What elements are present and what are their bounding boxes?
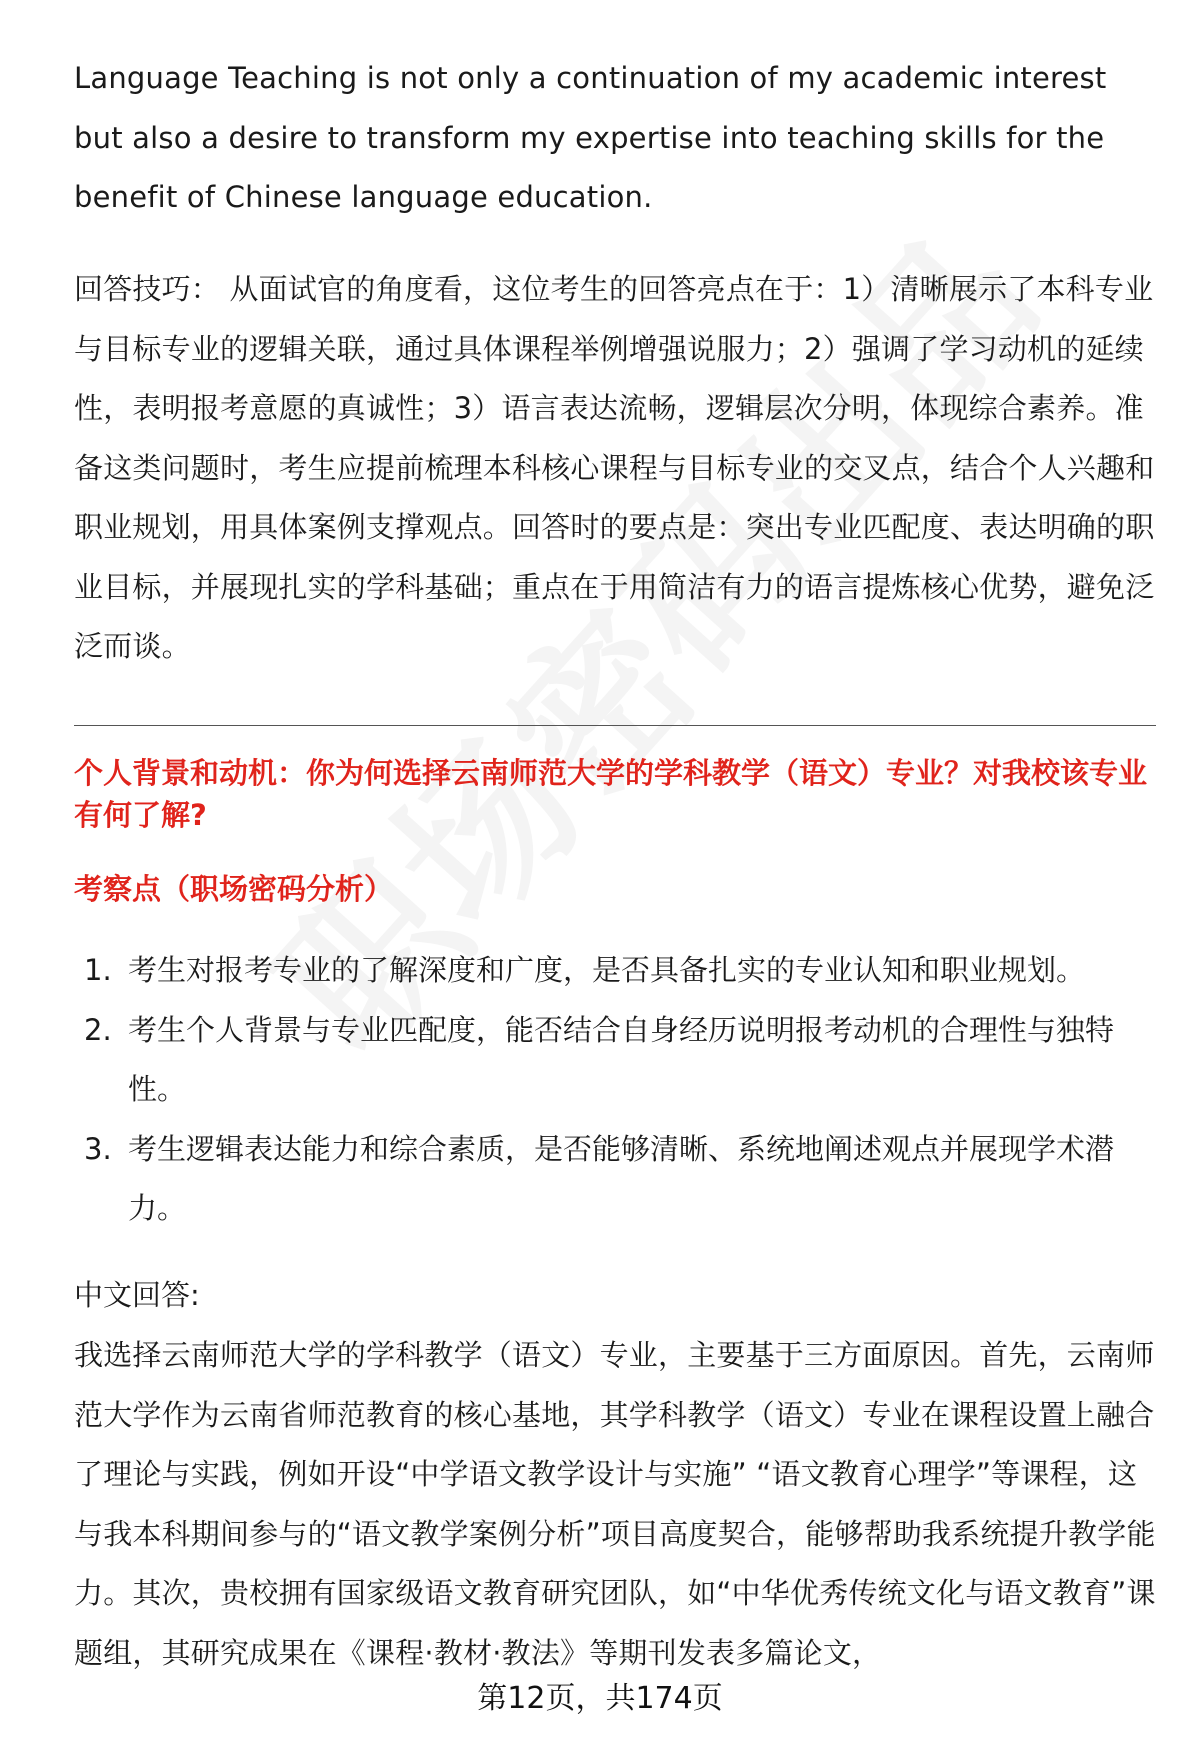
- list-item-number: 2.: [84, 1012, 112, 1047]
- chinese-answer-label: 中文回答:: [74, 1278, 200, 1312]
- list-item: [74, 1001, 1156, 1120]
- list-item-text: 考生个人背景与专业匹配度，能否结合自身经历说明报考动机的合理性与独特性。: [128, 1012, 1115, 1106]
- question-heading: 个人背景和动机：你为何选择云南师范大学的学科教学（语文）专业？对我校该专业有何了解?: [74, 756, 1148, 832]
- list-item: [74, 1120, 1156, 1239]
- answer-tips-paragraph: 回答技巧： 从面试官的角度看，这位考生的回答亮点在于：1）清晰展示了本科专业与目标专业的逻辑关联，通过具体课程举例增强说服力；2）强调了学习动机的延续性，表明报考意愿的真诚性；3）语言表达流畅，逻辑层次分明，体现综合素养。准备这类问题时，考生应提前梳理本科核心课程与目标专业的交叉点，结合个人兴趣和职业规划，用具体案例支撑观点。回答时的要点是：突出专业匹配度、表达明确的职业目标，并展现扎实的学科基础；重点在于用简洁有力的语言提炼核心优势，避免泛泛而谈。: [74, 272, 1155, 663]
- list-item-number: 3.: [84, 1131, 112, 1166]
- list-item-text: 考生逻辑表达能力和综合素质，是否能够清晰、系统地阐述观点并展现学术潜力。: [128, 1131, 1115, 1225]
- assessment-points-list: [74, 941, 1156, 1239]
- list-item-text: 考生对报考专业的了解深度和广度，是否具备扎实的专业认知和职业规划。: [128, 953, 1086, 987]
- list-item-number: 1.: [84, 953, 112, 987]
- section-divider: [74, 725, 1156, 726]
- chinese-answer-paragraph: 我选择云南师范大学的学科教学（语文）专业，主要基于三方面原因。首先，云南师范大学作为云南省师范教育的核心基地，其学科教学（语文）专业在课程设置上融合了理论与实践，例如开设“中学语文教学设计与实施” “语文教育心理学”等课程，这与我本科期间参与的“语文教学案例分析”项目高度契合，能够帮助我系统提升教学能力。其次，贵校拥有国家级语文教育研究团队，如“中华优秀传统文化与语文教育”课题组，其研究成果在《课程·教材·教法》等期刊发表多篇论文，: [74, 1338, 1156, 1670]
- intro-paragraph: Language Teaching is not only a continuation of my academic interest but also a desire to transform my expertise into teaching skills for the benefit of Chinese language education.: [74, 61, 1107, 214]
- assessment-points-title: 考察点（职场密码分析）: [74, 872, 394, 906]
- list-item: [74, 941, 1156, 1001]
- page-number-footer: 第12页，共174页: [477, 1681, 723, 1716]
